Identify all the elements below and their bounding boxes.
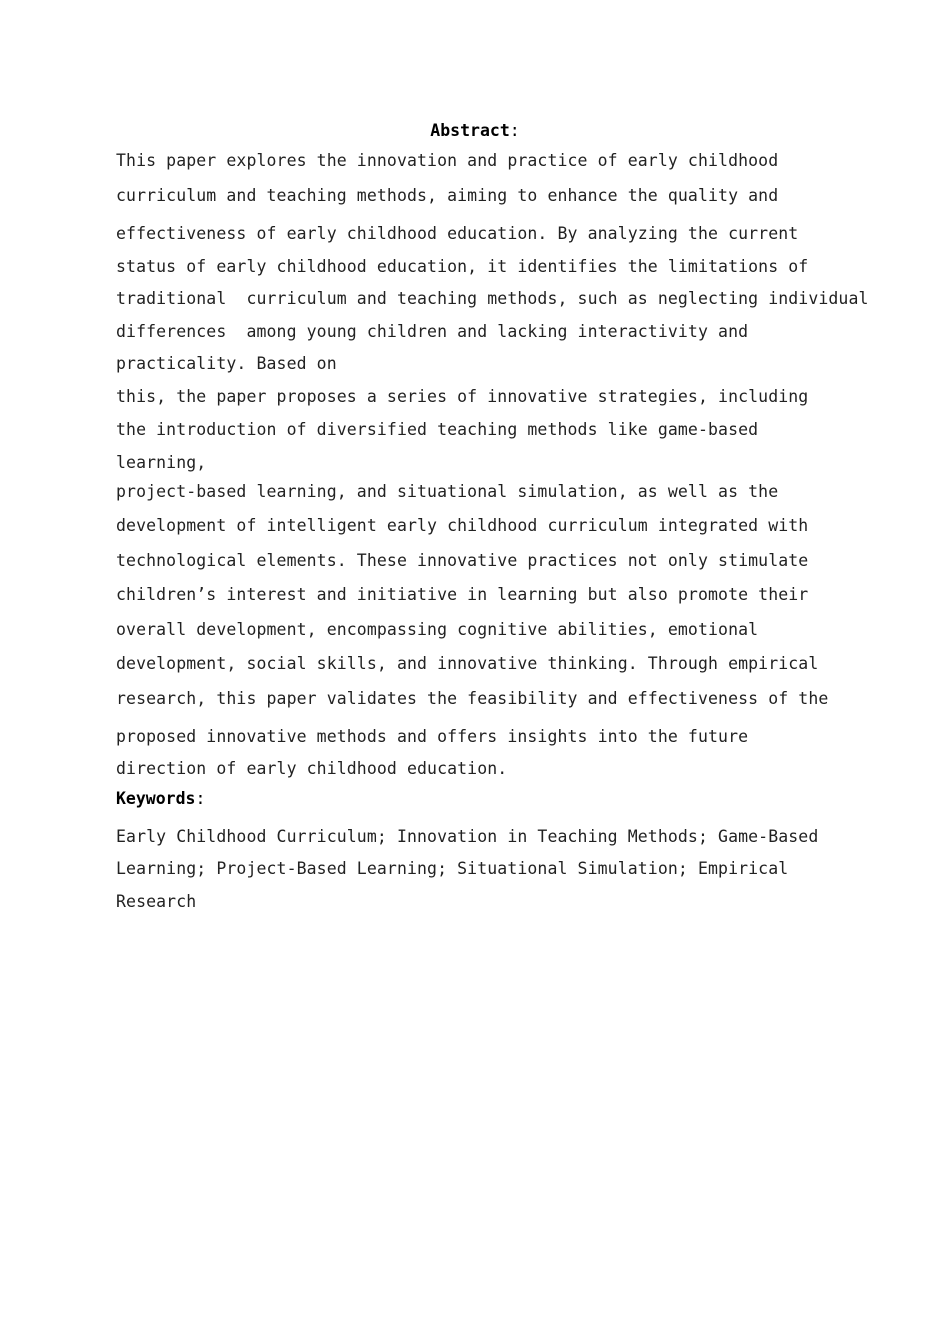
abstract-heading xyxy=(0,120,950,142)
abstract-line: technological elements. These innovative practices not only stimulate xyxy=(116,551,809,570)
keywords-line: Learning; Project-Based Learning; Situational Simulation; Empirical xyxy=(116,859,789,878)
abstract-heading-word: Abstract xyxy=(430,121,510,140)
abstract-line: curriculum and teaching methods, aiming to enhance the quality and xyxy=(116,186,779,205)
abstract-line: effectiveness of early childhood education. By analyzing the current xyxy=(116,224,799,243)
abstract-line: proposed innovative methods and offers insights into the future xyxy=(116,727,749,746)
abstract-line: the introduction of diversified teaching methods like game-based xyxy=(116,420,759,439)
keywords-heading-word: Keywords xyxy=(116,789,196,808)
keywords-line: Early Childhood Curriculum; Innovation in Teaching Methods; Game-Based xyxy=(116,827,819,846)
abstract-line: traditional curriculum and teaching methods, such as neglecting individual xyxy=(116,289,869,308)
abstract-line: This paper explores the innovation and practice of early childhood xyxy=(116,151,779,170)
keywords-line: Research xyxy=(116,892,197,911)
abstract-line: learning, xyxy=(116,453,207,472)
abstract-heading-colon: : xyxy=(509,121,520,140)
abstract-line: research, this paper validates the feasibility and effectiveness of the xyxy=(116,689,829,708)
abstract-line: project-based learning, and situational simulation, as well as the xyxy=(116,482,779,501)
abstract-line: practicality. Based on xyxy=(116,354,337,373)
abstract-line: status of early childhood education, it identifies the limitations of xyxy=(116,257,809,276)
abstract-line: direction of early childhood education. xyxy=(116,759,508,778)
abstract-line: children’s interest and initiative in learning but also promote their xyxy=(116,585,809,604)
abstract-line: overall development, encompassing cognitive abilities, emotional xyxy=(116,620,759,639)
keywords-heading-colon: : xyxy=(195,789,206,808)
abstract-line: differences among young children and lacking interactivity and xyxy=(116,322,749,341)
abstract-line: development of intelligent early childhood curriculum integrated with xyxy=(116,516,809,535)
keywords-heading xyxy=(116,788,205,810)
abstract-line: this, the paper proposes a series of innovative strategies, including xyxy=(116,387,809,406)
abstract-line: development, social skills, and innovative thinking. Through empirical xyxy=(116,654,819,673)
